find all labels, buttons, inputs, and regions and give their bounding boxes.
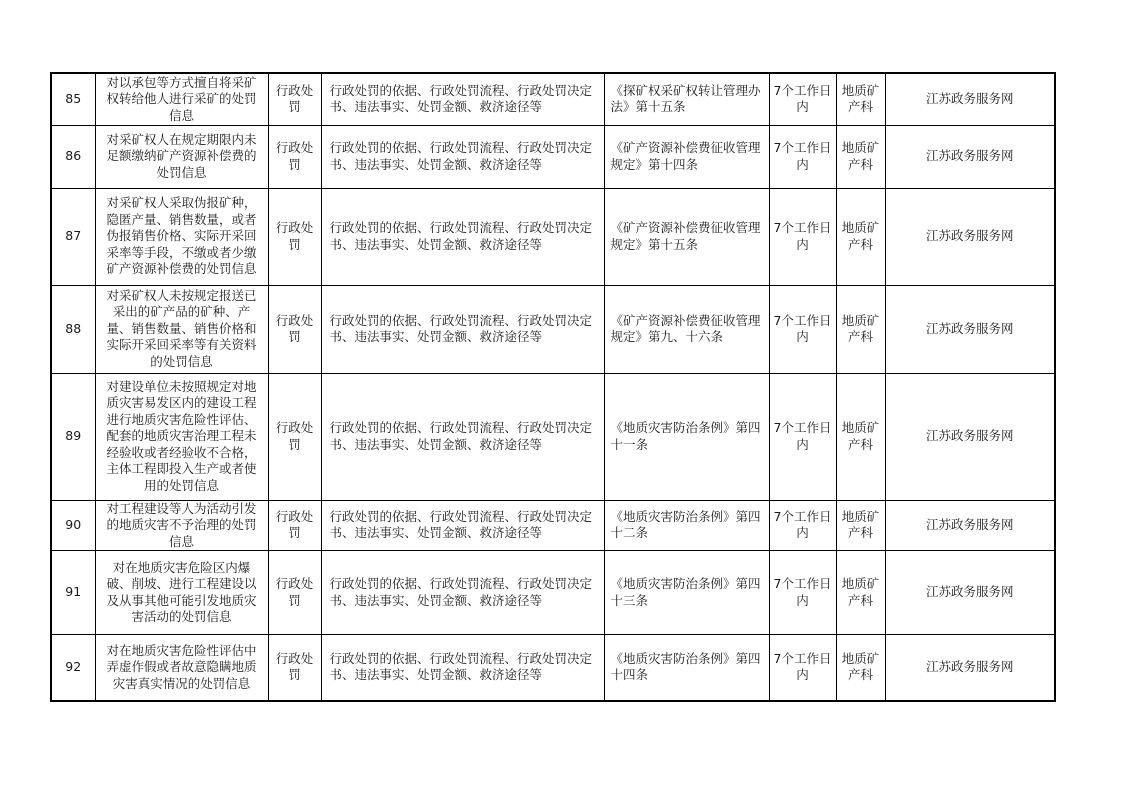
legal-basis: 《地质灾害防治条例》第四十一条 (604, 373, 769, 500)
item-category: 行政处罚 (268, 635, 321, 701)
time-limit: 7个工作日内 (769, 373, 836, 500)
item-name: 对以承包等方式擅自将采矿权转给他人进行采矿的处罚信息 (95, 73, 268, 125)
row-number: 89 (51, 373, 95, 500)
row-number: 86 (51, 125, 95, 188)
legal-basis: 《地质灾害防治条例》第四十二条 (604, 500, 769, 551)
legal-basis: 《矿产资源补偿费征收管理规定》第十五条 (604, 188, 769, 285)
row-number: 85 (51, 73, 95, 125)
table-row (51, 635, 1055, 701)
disclosure-table (50, 72, 1056, 702)
table-row (51, 73, 1055, 125)
time-limit: 7个工作日内 (769, 500, 836, 551)
responsible-dept: 地质矿产科 (836, 373, 885, 500)
disclosure-channel: 江苏政务服务网 (885, 551, 1055, 635)
disclosure-content: 行政处罚的依据、行政处罚流程、行政处罚决定书、违法事实、处罚金额、救济途径等 (321, 551, 604, 635)
time-limit: 7个工作日内 (769, 188, 836, 285)
disclosure-content: 行政处罚的依据、行政处罚流程、行政处罚决定书、违法事实、处罚金额、救济途径等 (321, 500, 604, 551)
disclosure-content: 行政处罚的依据、行政处罚流程、行政处罚决定书、违法事实、处罚金额、救济途径等 (321, 188, 604, 285)
item-category: 行政处罚 (268, 125, 321, 188)
item-category: 行政处罚 (268, 373, 321, 500)
disclosure-channel: 江苏政务服务网 (885, 125, 1055, 188)
item-category: 行政处罚 (268, 188, 321, 285)
time-limit: 7个工作日内 (769, 125, 836, 188)
time-limit: 7个工作日内 (769, 285, 836, 373)
responsible-dept: 地质矿产科 (836, 285, 885, 373)
item-name: 对采矿权人在规定期限内未足额缴纳矿产资源补偿费的处罚信息 (95, 125, 268, 188)
item-name: 对工程建设等人为活动引发的地质灾害不予治理的处罚信息 (95, 500, 268, 551)
row-number: 90 (51, 500, 95, 551)
disclosure-channel: 江苏政务服务网 (885, 188, 1055, 285)
item-category: 行政处罚 (268, 285, 321, 373)
item-name: 对建设单位未按照规定对地质灾害易发区内的建设工程进行地质灾害危险性评估、配套的地质灾害治理工程未经验收或者经验收不合格，主体工程即投入生产或者使用的处罚信息 (95, 373, 268, 500)
row-number: 88 (51, 285, 95, 373)
responsible-dept: 地质矿产科 (836, 125, 885, 188)
table-row (51, 500, 1055, 551)
responsible-dept: 地质矿产科 (836, 551, 885, 635)
disclosure-content: 行政处罚的依据、行政处罚流程、行政处罚决定书、违法事实、处罚金额、救济途径等 (321, 125, 604, 188)
responsible-dept: 地质矿产科 (836, 500, 885, 551)
legal-basis: 《探矿权采矿权转让管理办法》第十五条 (604, 73, 769, 125)
time-limit: 7个工作日内 (769, 73, 836, 125)
disclosure-content: 行政处罚的依据、行政处罚流程、行政处罚决定书、违法事实、处罚金额、救济途径等 (321, 73, 604, 125)
disclosure-channel: 江苏政务服务网 (885, 500, 1055, 551)
row-number: 92 (51, 635, 95, 701)
item-name: 对在地质灾害危险区内爆破、削坡、进行工程建设以及从事其他可能引发地质灾害活动的处罚信息 (95, 551, 268, 635)
item-name: 对采矿权人采取伪报矿种，隐匿产量、销售数量，或者伪报销售价格、实际开采回采率等手段，不缴或者少缴矿产资源补偿费的处罚信息 (95, 188, 268, 285)
legal-basis: 《矿产资源补偿费征收管理规定》第十四条 (604, 125, 769, 188)
disclosure-channel: 江苏政务服务网 (885, 73, 1055, 125)
responsible-dept: 地质矿产科 (836, 73, 885, 125)
legal-basis: 《地质灾害防治条例》第四十三条 (604, 551, 769, 635)
row-number: 87 (51, 188, 95, 285)
disclosure-content: 行政处罚的依据、行政处罚流程、行政处罚决定书、违法事实、处罚金额、救济途径等 (321, 635, 604, 701)
disclosure-channel: 江苏政务服务网 (885, 373, 1055, 500)
disclosure-channel: 江苏政务服务网 (885, 635, 1055, 701)
time-limit: 7个工作日内 (769, 635, 836, 701)
table-row (51, 125, 1055, 188)
time-limit: 7个工作日内 (769, 551, 836, 635)
responsible-dept: 地质矿产科 (836, 635, 885, 701)
table-row (51, 373, 1055, 500)
disclosure-content: 行政处罚的依据、行政处罚流程、行政处罚决定书、违法事实、处罚金额、救济途径等 (321, 285, 604, 373)
item-category: 行政处罚 (268, 551, 321, 635)
table-row (51, 551, 1055, 635)
legal-basis: 《地质灾害防治条例》第四十四条 (604, 635, 769, 701)
item-name: 对在地质灾害危险性评估中弄虚作假或者故意隐瞒地质灾害真实情况的处罚信息 (95, 635, 268, 701)
row-number: 91 (51, 551, 95, 635)
disclosure-channel: 江苏政务服务网 (885, 285, 1055, 373)
responsible-dept: 地质矿产科 (836, 188, 885, 285)
table-row (51, 285, 1055, 373)
item-category: 行政处罚 (268, 500, 321, 551)
legal-basis: 《矿产资源补偿费征收管理规定》第九、十六条 (604, 285, 769, 373)
disclosure-content: 行政处罚的依据、行政处罚流程、行政处罚决定书、违法事实、处罚金额、救济途径等 (321, 373, 604, 500)
item-name: 对采矿权人未按规定报送已采出的矿产品的矿种、产量、销售数量、销售价格和实际开采回采率等有关资料的处罚信息 (95, 285, 268, 373)
table-row (51, 188, 1055, 285)
item-category: 行政处罚 (268, 73, 321, 125)
